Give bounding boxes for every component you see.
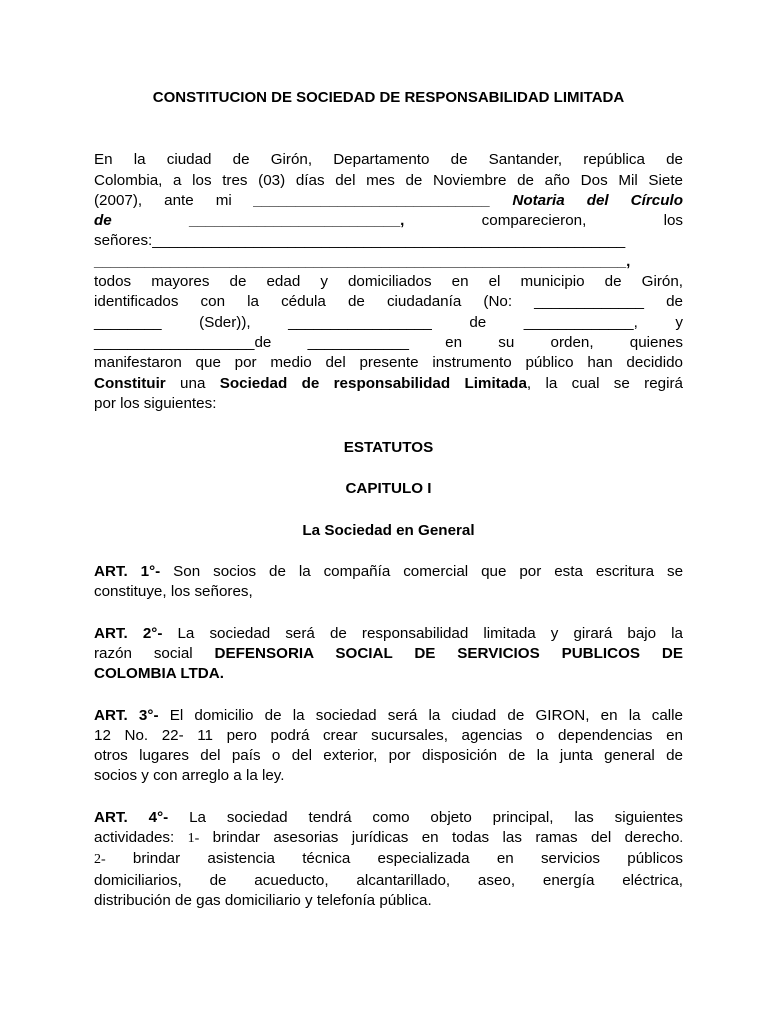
intro-bold-text: Sociedad de responsabilidad Limitada	[219, 374, 527, 392]
article-2	[94, 624, 683, 685]
intro-line: _______________________________________________________________,	[94, 252, 631, 270]
article-text: actividades:	[94, 829, 188, 847]
intro-line: En la ciudad de Girón, Departamento de Santander, república de	[94, 151, 683, 169]
article-text: brindar asistencia técnica especializada en servicios públicos	[105, 850, 683, 868]
article-label: ART. 1°-	[94, 563, 161, 581]
intro-line: todos mayores de edad y domiciliados en el municipio de Girón,	[94, 273, 683, 291]
estatutos-heading: ESTATUTOS	[343, 439, 434, 457]
list-number: 1-	[187, 831, 200, 847]
intro-line	[94, 211, 683, 231]
intro-line: manifestaron que por medio del presente instrumento público han decidido	[94, 354, 683, 372]
article-3	[94, 706, 683, 787]
document-title: CONSTITUCION DE SOCIEDAD DE RESPONSABILIDAD LIMITADA	[152, 89, 625, 106]
article-label: ART. 4°-	[94, 808, 169, 826]
company-name: COLOMBIA LTDA.	[94, 665, 224, 683]
article-4	[94, 808, 683, 911]
intro-line: señores:________________________________________________________	[94, 232, 626, 250]
article-line: constituye, los señores,	[94, 583, 253, 601]
article-line: 12 No. 22- 11 pero podrá crear sucursales, agencias o dependencias en	[94, 726, 683, 744]
document-page	[94, 88, 683, 911]
intro-bold-text: Constituir	[94, 374, 166, 392]
article-text: Son socios de la compañía comercial que por esta escritura se	[160, 563, 684, 581]
intro-line: ___________________de ____________ en su orden, quienes	[94, 333, 683, 351]
article-text: razón social	[94, 644, 215, 662]
intro-line	[94, 191, 683, 211]
intro-line: Colombia, a los tres (03) días del mes de Noviembre de año Dos Mil Siete	[94, 171, 683, 189]
intro-line: por los siguientes:	[94, 394, 217, 412]
circle-blank: _________________________,	[189, 212, 405, 230]
article-line	[94, 624, 683, 644]
article-line: distribución de gas domiciliario y telefonía pública.	[94, 891, 432, 909]
article-label: ART. 2°-	[94, 624, 163, 642]
intro-line	[94, 374, 683, 394]
intro-line: ________ (Sder)), _________________ de _____________, y	[94, 313, 683, 331]
article-line	[94, 808, 683, 828]
intro-text: comparecieron, los	[404, 212, 684, 230]
article-line	[94, 644, 683, 664]
intro-text: , la cual se regirá	[526, 374, 683, 392]
article-line	[94, 849, 683, 870]
article-label: ART. 3°-	[94, 706, 159, 724]
article-text: El domicilio de la sociedad será la ciudad de GIRON, en la calle	[158, 706, 683, 724]
list-number: 2-	[94, 852, 106, 868]
article-text: brindar asesorias jurídicas en todas las ramas del derecho	[199, 829, 680, 847]
article-line: otros lugares del país o del exterior, por disposición de la junta general de	[94, 747, 683, 765]
intro-line: identificados con la cédula de ciudadanía (No: _____________ de	[94, 293, 683, 311]
article-line	[94, 562, 683, 582]
article-1	[94, 562, 683, 603]
article-text: .	[679, 831, 683, 847]
article-line	[94, 828, 683, 849]
intro-text: (2007), ante mi	[94, 191, 254, 209]
chapter-title: La Sociedad en General	[302, 521, 475, 539]
notary-blank: ____________________________ Notaria del Círculo	[253, 191, 683, 209]
article-text: La sociedad tendrá como objeto principal, las siguientes	[168, 808, 684, 826]
company-name: DEFENSORIA SOCIAL DE SERVICIOS PUBLICOS DE	[214, 644, 683, 662]
article-line: socios y con arreglo a la ley.	[94, 767, 285, 785]
article-line: domiciliarios, de acueducto, alcantarillado, aseo, energía eléctrica,	[94, 871, 683, 889]
article-text: La sociedad será de responsabilidad limitada y girará bajo la	[162, 624, 683, 642]
article-line	[94, 706, 683, 726]
intro-text: de	[94, 212, 189, 230]
intro-paragraph	[94, 150, 683, 414]
intro-text: una	[165, 374, 220, 392]
chapter-heading: CAPITULO I	[345, 480, 432, 498]
